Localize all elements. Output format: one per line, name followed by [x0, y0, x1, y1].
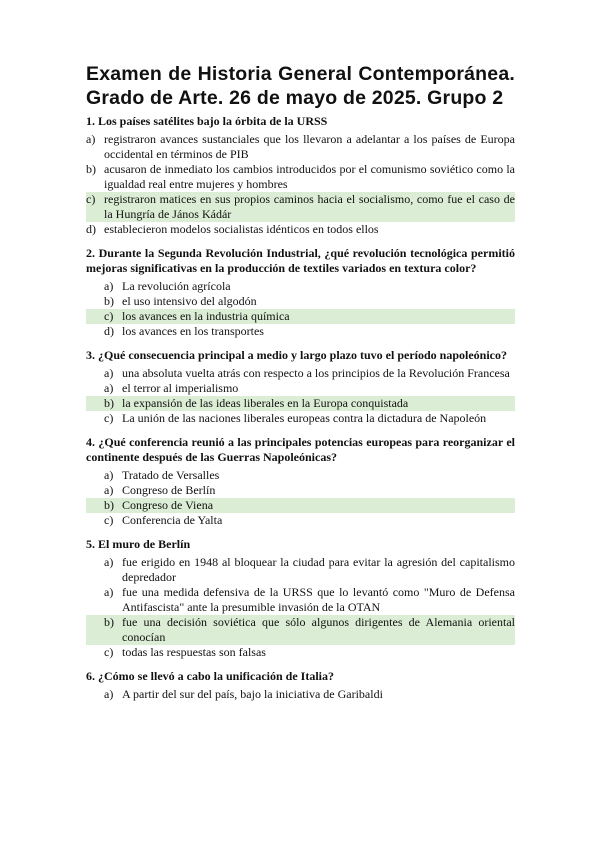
- option-text: todas las respuestas son falsas: [122, 645, 266, 659]
- option-text: establecieron modelos socialistas idénticos en todos ellos: [104, 222, 379, 236]
- option-letter: c): [104, 645, 114, 659]
- option-text: una absoluta vuelta atrás con respecto a los principios de la Revolución Francesa: [122, 366, 510, 380]
- question-stem: 3. ¿Qué consecuencia principal a medio y largo plazo tuvo el período napoleónico?: [86, 348, 507, 362]
- option-letter: c): [104, 309, 114, 323]
- question-list: [86, 114, 515, 702]
- option-text: registraron matices en sus propios caminos hacia el socialismo, como fue el caso de la Hungría de János Kádár: [104, 192, 515, 221]
- option-text: los avances en la industria química: [122, 309, 290, 323]
- option-text: Congreso de Viena: [122, 498, 214, 512]
- option-text: el uso intensivo del algodón: [122, 294, 257, 308]
- option-text: Tratado de Versalles: [122, 468, 220, 482]
- option-letter: a): [104, 555, 114, 569]
- option-text: La revolución agrícola: [122, 279, 231, 293]
- answer-option: [86, 555, 515, 585]
- question-6: [86, 669, 515, 702]
- question-stem: 4. ¿Qué conferencia reunió a las principales potencias europeas para reorganizar el continente después de las Guerras Napoleónicas?: [86, 435, 515, 464]
- option-text: A partir del sur del país, bajo la iniciativa de Garibaldi: [122, 687, 383, 701]
- answer-option-highlighted: [86, 498, 515, 513]
- answer-option: [86, 513, 515, 528]
- option-letter: a): [104, 585, 114, 599]
- question-4: [86, 435, 515, 528]
- question-2: [86, 246, 515, 339]
- answer-option: [86, 162, 515, 192]
- answer-option: [86, 645, 515, 660]
- option-letter: a): [86, 132, 96, 146]
- question-stem: 1. Los países satélites bajo la órbita de la URSS: [86, 114, 328, 128]
- option-letter: b): [104, 615, 114, 629]
- option-text: registraron avances sustanciales que los llevaron a adelantar a los países de Europa occidental en términos de PIB: [104, 132, 515, 161]
- question-stem: 5. El muro de Berlín: [86, 537, 191, 551]
- option-letter: d): [104, 324, 114, 338]
- option-text: acusaron de inmediato los cambios introducidos por el comunismo soviético como la igualdad real entre mujeres y hombres: [104, 162, 515, 191]
- answer-option: [86, 366, 515, 381]
- option-letter: d): [86, 222, 96, 236]
- option-letter: c): [86, 192, 96, 206]
- option-letter: a): [104, 468, 114, 482]
- option-text: fue erigido en 1948 al bloquear la ciudad para evitar la agresión del capitalismo depredador: [122, 555, 515, 584]
- answer-option: [86, 687, 515, 702]
- option-text: el terror al imperialismo: [122, 381, 239, 395]
- option-text: fue una medida defensiva de la URSS que lo levantó como "Muro de Defensa Antifascista" ante la presumible invasión de la OTAN: [122, 585, 515, 614]
- option-letter: c): [104, 411, 114, 425]
- answer-option-highlighted: [86, 396, 515, 411]
- option-letter: b): [104, 294, 114, 308]
- option-letter: a): [104, 687, 114, 701]
- option-letter: c): [104, 513, 114, 527]
- answer-option: [86, 585, 515, 615]
- answer-option-highlighted: [86, 192, 515, 222]
- option-letter: a): [104, 483, 114, 497]
- option-text: Conferencia de Yalta: [122, 513, 223, 527]
- answer-option: [86, 294, 515, 309]
- option-letter: b): [104, 498, 114, 512]
- option-letter: a): [104, 366, 114, 380]
- answer-option: [86, 222, 515, 237]
- answer-option: [86, 468, 515, 483]
- option-letter: a): [104, 381, 114, 395]
- option-letter: b): [104, 396, 114, 410]
- answer-option-highlighted: [86, 615, 515, 645]
- option-text: los avances en los transportes: [122, 324, 264, 338]
- answer-option: [86, 411, 515, 426]
- answer-option: [86, 324, 515, 339]
- question-stem: 6. ¿Cómo se llevó a cabo la unificación de Italia?: [86, 669, 334, 683]
- option-letter: b): [86, 162, 96, 176]
- question-1: [86, 114, 515, 237]
- option-letter: a): [104, 279, 114, 293]
- option-text: la expansión de las ideas liberales en la Europa conquistada: [122, 396, 409, 410]
- question-5: [86, 537, 515, 660]
- page-title: Examen de Historia General Contemporánea. Grado de Arte. 26 de mayo de 2025. Grupo 2: [86, 63, 515, 109]
- question-stem: 2. Durante la Segunda Revolución Industrial, ¿qué revolución tecnológica permitió mejoras significativas en la producción de textiles variados en textura color?: [86, 246, 515, 275]
- option-text: Congreso de Berlín: [122, 483, 216, 497]
- answer-option-highlighted: [86, 309, 515, 324]
- option-text: La unión de las naciones liberales europeas contra la dictadura de Napoleón: [122, 411, 487, 425]
- answer-option: [86, 483, 515, 498]
- answer-option: [86, 279, 515, 294]
- option-text: fue una decisión soviética que sólo algunos dirigentes de Alemania oriental conocían: [122, 615, 515, 644]
- answer-option: [86, 132, 515, 162]
- question-3: [86, 348, 515, 426]
- answer-option: [86, 381, 515, 396]
